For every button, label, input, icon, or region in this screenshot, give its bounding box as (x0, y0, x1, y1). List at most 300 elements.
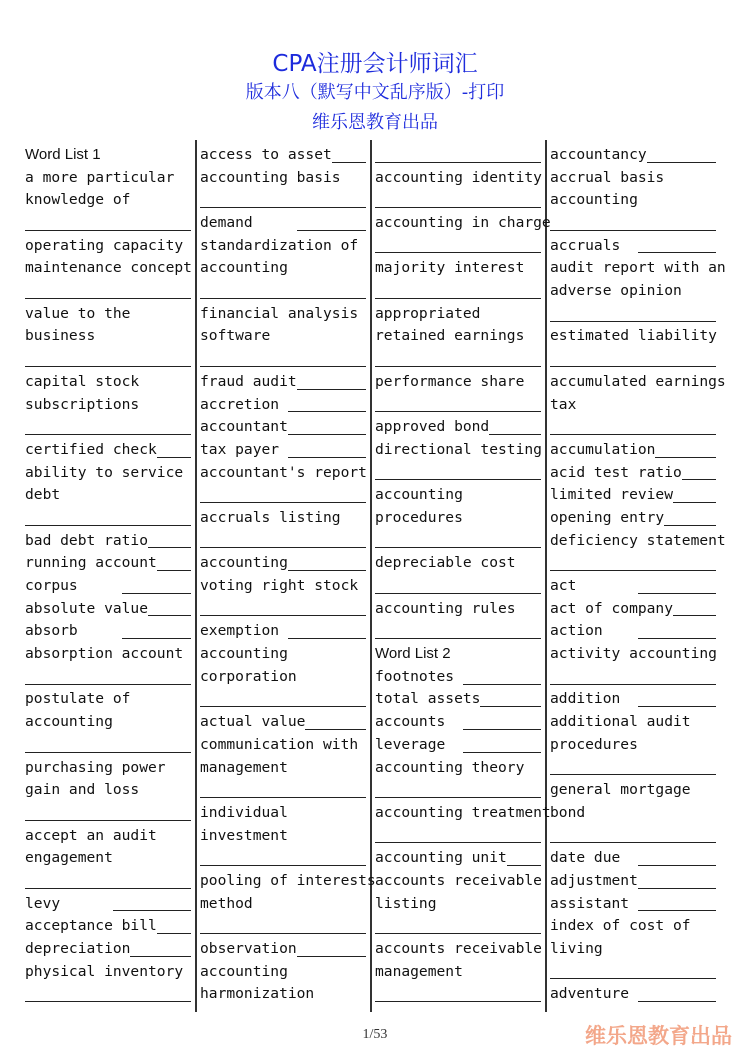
vocab-term (25, 552, 191, 575)
term-text: pooling of interests (200, 871, 376, 889)
fill-in-line (25, 230, 191, 231)
fill-in-line (297, 389, 366, 390)
vocab-term (550, 620, 716, 643)
answer-blank (375, 235, 541, 258)
fill-in-line (638, 252, 716, 253)
term-text: postulate of (25, 690, 131, 708)
vocab-term (550, 280, 716, 303)
term-text: accounting (550, 191, 638, 209)
term-text: accountant (200, 418, 288, 436)
answer-blank (25, 734, 191, 757)
fill-in-line (305, 729, 366, 730)
term-text: accruals listing (200, 508, 341, 526)
vocab-term (550, 439, 716, 462)
term-text: accumulated earnings (550, 372, 726, 390)
answer-blank (550, 416, 716, 439)
term-text: accept an audit (25, 826, 157, 844)
term-text: accounting (200, 962, 288, 980)
fill-in-line (375, 207, 541, 208)
fill-in-line (297, 230, 366, 231)
fill-in-line (157, 457, 191, 458)
vocab-term (375, 167, 541, 190)
answer-blank (375, 280, 541, 303)
answer-blank (200, 189, 366, 212)
fill-in-line (148, 547, 191, 548)
term-text: a more particular (25, 168, 175, 186)
answer-blank (25, 870, 191, 893)
vocab-term (375, 938, 541, 961)
term-text: tax payer (200, 440, 288, 458)
term-text: physical inventory (25, 962, 184, 980)
vocab-term (25, 257, 191, 280)
fill-in-line (200, 207, 366, 208)
vocab-term (375, 484, 541, 507)
fill-in-line (375, 547, 541, 548)
term-text: individual (200, 803, 288, 821)
fill-in-line (113, 910, 191, 911)
term-text: tax (550, 395, 577, 413)
term-text: voting right stock (200, 577, 359, 595)
fill-in-line (25, 434, 191, 435)
term-text: accounting unit (375, 849, 507, 867)
fill-in-line (550, 978, 716, 979)
vocab-term (375, 416, 541, 439)
answer-blank (375, 348, 541, 371)
vocab-term (550, 484, 716, 507)
term-text: performance share (375, 372, 525, 390)
vocab-term (550, 893, 716, 916)
vocab-term (550, 575, 716, 598)
vocab-term (550, 689, 716, 712)
term-text: assistant (550, 894, 638, 912)
term-text: engagement (25, 849, 113, 867)
answer-blank (200, 598, 366, 621)
vocab-term (200, 893, 366, 916)
vocab-term (550, 167, 716, 190)
fill-in-line (297, 956, 366, 957)
fill-in-line (200, 547, 366, 548)
fill-in-line (25, 684, 191, 685)
fill-in-line (550, 774, 716, 775)
vocab-term (550, 530, 726, 553)
answer-blank (200, 484, 366, 507)
vocab-term (200, 439, 366, 462)
answer-blank (550, 212, 716, 235)
fill-in-line (647, 162, 716, 163)
vocab-term (200, 394, 366, 417)
vocab-term (25, 484, 191, 507)
term-text: ability to service (25, 463, 184, 481)
column-divider (195, 140, 197, 1012)
term-text: accounting rules (375, 599, 516, 617)
fill-in-line (200, 933, 366, 934)
term-text: accounts receivable (375, 940, 542, 958)
term-text: adverse opinion (550, 282, 682, 300)
fill-in-line (673, 502, 716, 503)
term-text: method (200, 894, 253, 912)
fill-in-line (463, 729, 541, 730)
term-text: accounts receivable (375, 871, 542, 889)
term-text: depreciation (25, 940, 131, 958)
answer-blank (200, 348, 366, 371)
fill-in-line (375, 298, 541, 299)
term-text: accounting (25, 713, 113, 731)
term-text: limited review (550, 486, 674, 504)
vocab-term (375, 711, 541, 734)
vocab-term (375, 893, 541, 916)
answer-blank (200, 779, 366, 802)
term-text: accounting (200, 259, 288, 277)
fill-in-line (664, 525, 716, 526)
term-text: harmonization (200, 985, 315, 1003)
term-text: purchasing power (25, 758, 166, 776)
fill-in-line (200, 366, 366, 367)
vocab-term (375, 507, 541, 530)
fill-in-line (25, 752, 191, 753)
fill-in-line (550, 684, 716, 685)
fill-in-line (157, 570, 191, 571)
fill-in-line (122, 593, 191, 594)
vocab-term (550, 847, 716, 870)
term-text: running account (25, 554, 157, 572)
vocab-term (25, 825, 191, 848)
term-text: operating capacity (25, 236, 184, 254)
answer-blank (375, 983, 541, 1006)
answer-blank (550, 757, 716, 780)
term-text: addition (550, 690, 638, 708)
fill-in-line (200, 298, 366, 299)
fill-in-line (148, 615, 191, 616)
term-text: corpus (25, 577, 122, 595)
term-text: act (550, 577, 638, 595)
fill-in-line (25, 525, 191, 526)
vocab-term (200, 167, 366, 190)
answer-blank (550, 961, 716, 984)
fill-in-line (375, 252, 541, 253)
vocab-term (375, 666, 541, 689)
answer-blank (375, 189, 541, 212)
fill-in-line (375, 797, 541, 798)
vocab-term (375, 847, 541, 870)
vocab-term (550, 598, 716, 621)
term-text: business (25, 327, 96, 345)
fill-in-line (550, 230, 716, 231)
term-text: additional audit (550, 713, 691, 731)
vocab-term (375, 552, 541, 575)
term-text: observation (200, 940, 297, 958)
vocab-term (200, 235, 366, 258)
term-text: leverage (375, 735, 463, 753)
term-text: procedures (375, 508, 463, 526)
vocab-term (550, 983, 716, 1006)
term-text: absorption account (25, 645, 184, 663)
fill-in-line (157, 933, 191, 934)
vocab-term (25, 847, 191, 870)
fill-in-line (25, 366, 191, 367)
vocab-term (375, 212, 551, 235)
term-text: accounting treatment (375, 803, 551, 821)
answer-blank (550, 303, 716, 326)
fill-in-line (288, 570, 366, 571)
fill-in-line (25, 888, 191, 889)
answer-blank (375, 779, 541, 802)
document-title: CPA注册会计师词汇 (272, 51, 478, 77)
term-text: accounting in charge (375, 214, 551, 232)
vocab-term (25, 598, 191, 621)
vocab-term (375, 689, 541, 712)
fill-in-line (480, 706, 541, 707)
fill-in-line (25, 1001, 191, 1002)
answer-blank (375, 462, 541, 485)
term-text: accretion (200, 395, 288, 413)
publisher-line: 维乐恩教育出品 (312, 112, 438, 133)
vocab-term (25, 167, 191, 190)
term-text: deficiency statement (550, 531, 726, 549)
vocab-term (25, 711, 191, 734)
vocab-term (550, 394, 716, 417)
fill-in-line (638, 888, 716, 889)
vocab-term (25, 689, 191, 712)
term-text: subscriptions (25, 395, 140, 413)
fill-in-line (200, 865, 366, 866)
vocab-term (200, 620, 366, 643)
term-text: accounting theory (375, 758, 525, 776)
vocab-term (375, 961, 541, 984)
fill-in-line (638, 593, 716, 594)
vocab-term (375, 326, 541, 349)
term-text: absorb (25, 622, 122, 640)
answer-blank (200, 280, 366, 303)
fill-in-line (638, 910, 716, 911)
term-text: investment (200, 826, 288, 844)
vocab-term (200, 870, 376, 893)
vocab-term (25, 620, 191, 643)
vocab-term (200, 303, 366, 326)
fill-in-line (638, 638, 716, 639)
term-text: maintenance concept (25, 259, 192, 277)
vocab-term (375, 303, 541, 326)
answer-blank (375, 144, 541, 167)
term-text: living (550, 940, 603, 958)
vocab-term (375, 802, 551, 825)
vocab-term (550, 734, 716, 757)
vocab-term (375, 757, 541, 780)
term-text: capital stock (25, 372, 140, 390)
term-text: listing (375, 894, 437, 912)
term-text: procedures (550, 735, 638, 753)
vocab-term (200, 711, 366, 734)
term-text: absolute value (25, 599, 149, 617)
vocab-term (200, 326, 366, 349)
term-text: directional testing (375, 440, 542, 458)
term-text: accountancy (550, 145, 647, 163)
term-text: date due (550, 849, 638, 867)
vocab-term (25, 530, 191, 553)
term-text: levy (25, 894, 113, 912)
vocab-term (550, 802, 716, 825)
term-text: act of company (550, 599, 674, 617)
vocab-term (550, 915, 716, 938)
vocab-term (25, 235, 191, 258)
vocab-term (25, 326, 191, 349)
answer-blank (375, 825, 541, 848)
term-text: Word List 2 (375, 645, 451, 663)
vocab-term (200, 462, 366, 485)
vocab-term (25, 915, 191, 938)
fill-in-line (375, 1001, 541, 1002)
answer-blank (375, 530, 541, 553)
answer-blank (375, 620, 541, 643)
vocab-term (550, 371, 726, 394)
term-text: action (550, 622, 638, 640)
term-text: total assets (375, 690, 481, 708)
vocab-term (375, 598, 541, 621)
fill-in-line (550, 570, 716, 571)
term-text: acid test ratio (550, 463, 682, 481)
fill-in-line (682, 479, 716, 480)
vocab-term (25, 462, 191, 485)
term-text: adjustment (550, 871, 638, 889)
answer-blank (375, 394, 541, 417)
answer-blank (200, 689, 366, 712)
fill-in-line (375, 479, 541, 480)
vocab-term (375, 734, 541, 757)
vocab-term (550, 326, 716, 349)
term-text: actual value (200, 713, 306, 731)
vocab-term (200, 643, 366, 666)
vocab-term (25, 757, 191, 780)
fill-in-line (375, 933, 541, 934)
vocab-term (375, 870, 541, 893)
vocab-term (550, 711, 716, 734)
page-number: 1/53 (362, 1027, 388, 1042)
answer-blank (25, 212, 191, 235)
term-text: accounting (200, 645, 288, 663)
word-column-1 (25, 144, 191, 1006)
vocab-term (550, 189, 716, 212)
term-text: fraud audit (200, 372, 297, 390)
vocab-term (200, 507, 366, 530)
vocab-term (25, 371, 191, 394)
column-divider (545, 140, 547, 1012)
answer-blank (25, 507, 191, 530)
term-text: opening entry (550, 508, 665, 526)
fill-in-line (288, 434, 366, 435)
fill-in-line (375, 366, 541, 367)
term-text: accounting identity (375, 168, 542, 186)
term-text: demand (200, 214, 297, 232)
fill-in-line (200, 502, 366, 503)
vocab-term (200, 734, 366, 757)
vocab-term (200, 757, 366, 780)
fill-in-line (332, 162, 366, 163)
term-text: Word List 1 (25, 145, 101, 163)
term-text: accruals (550, 236, 638, 254)
answer-blank (25, 348, 191, 371)
fill-in-line (200, 797, 366, 798)
term-text: value to the (25, 304, 131, 322)
vocab-term (550, 507, 716, 530)
vocab-term (550, 643, 716, 666)
answer-blank (25, 983, 191, 1006)
fill-in-line (375, 842, 541, 843)
word-list-heading (375, 643, 541, 666)
vocab-term (200, 416, 366, 439)
term-text: footnotes (375, 667, 463, 685)
term-text: estimated liability (550, 327, 717, 345)
answer-blank (200, 915, 366, 938)
term-text: appropriated (375, 304, 481, 322)
fill-in-line (673, 615, 716, 616)
fill-in-line (375, 162, 541, 163)
fill-in-line (550, 842, 716, 843)
watermark-logo: 维乐恩教育出品 (585, 1024, 732, 1048)
vocab-term (550, 462, 716, 485)
vocab-term (25, 779, 191, 802)
term-text: general mortgage (550, 781, 691, 799)
vocab-term (550, 257, 726, 280)
vocab-term (25, 961, 191, 984)
fill-in-line (375, 411, 541, 412)
fill-in-line (288, 457, 366, 458)
term-text: adventure (550, 985, 638, 1003)
term-text: accountant's report (200, 463, 367, 481)
term-text: access to asset (200, 145, 332, 163)
term-text: acceptance bill (25, 917, 157, 935)
vocab-term (200, 825, 366, 848)
vocab-term (25, 394, 191, 417)
vocab-term (25, 893, 191, 916)
vocab-term (25, 938, 191, 961)
fill-in-line (489, 434, 541, 435)
vocab-term (200, 802, 366, 825)
vocab-term (25, 303, 191, 326)
vocab-term (550, 870, 716, 893)
vocab-term (25, 439, 191, 462)
fill-in-line (463, 752, 541, 753)
term-text: software (200, 327, 271, 345)
answer-blank (550, 666, 716, 689)
term-text: accounts (375, 713, 463, 731)
term-text: debt (25, 486, 61, 504)
fill-in-line (130, 956, 191, 957)
vocab-term (200, 257, 366, 280)
fill-in-line (288, 638, 366, 639)
word-list-heading (25, 144, 191, 167)
vocab-term (25, 575, 191, 598)
term-text: gain and loss (25, 781, 140, 799)
term-text: exemption (200, 622, 288, 640)
fill-in-line (638, 706, 716, 707)
vocab-term (550, 144, 716, 167)
term-text: index of cost of (550, 917, 691, 935)
term-text: accounting (375, 486, 463, 504)
document-subtitle: 版本八（默写中文乱序版）-打印 (245, 82, 505, 103)
term-text: bond (550, 803, 586, 821)
term-text: audit report with an (550, 259, 726, 277)
vocab-term (550, 235, 716, 258)
term-text: accounting (200, 554, 288, 572)
term-text: communication with (200, 735, 359, 753)
vocab-term (25, 643, 191, 666)
vocab-term (375, 371, 541, 394)
answer-blank (375, 575, 541, 598)
fill-in-line (463, 684, 541, 685)
fill-in-line (550, 366, 716, 367)
term-text: standardization of (200, 236, 359, 254)
term-text: depreciable cost (375, 554, 516, 572)
vocab-term (200, 961, 366, 984)
